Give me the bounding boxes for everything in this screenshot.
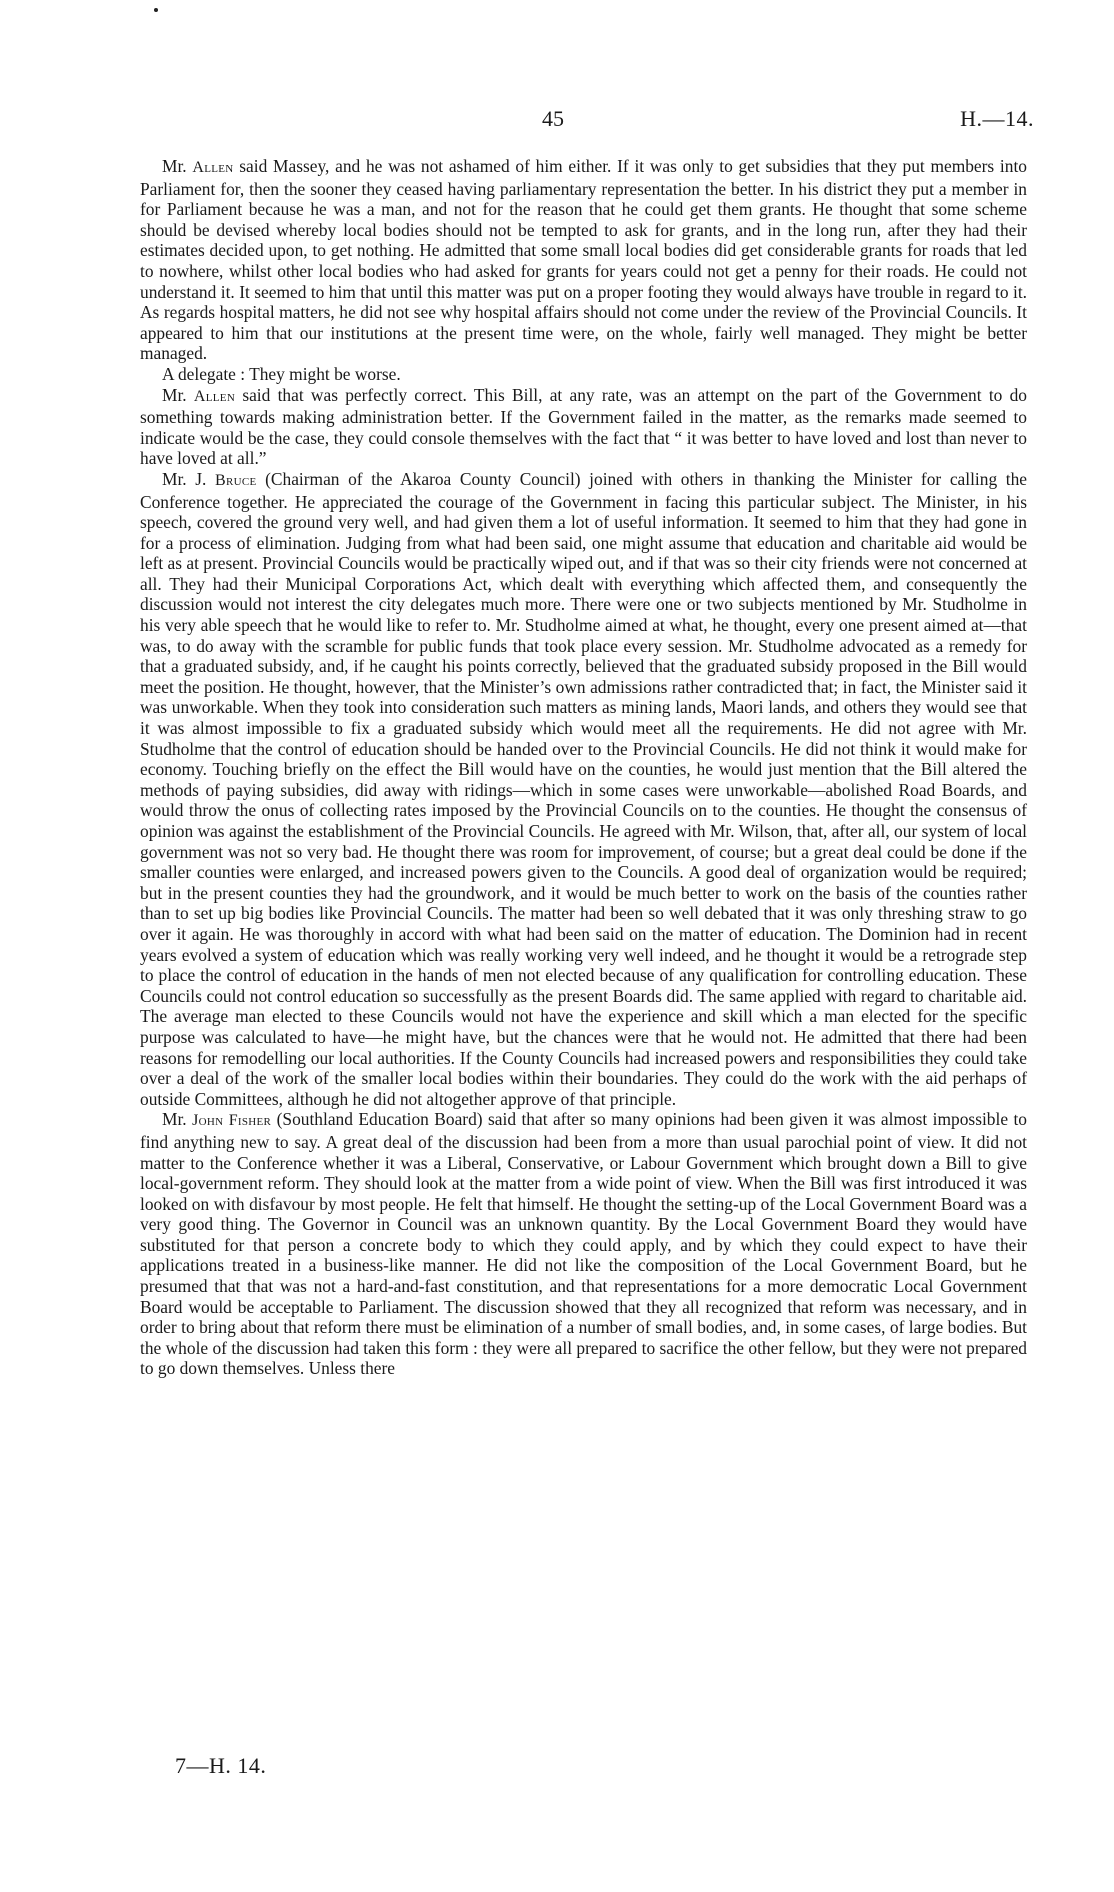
stray-mark (154, 8, 158, 12)
paragraph (140, 1109, 1027, 1379)
paragraph (140, 385, 1027, 469)
speaker-prefix: Mr. (162, 156, 193, 176)
paragraph-text: A delegate : They might be worse. (162, 363, 401, 384)
paragraph (140, 156, 1027, 364)
speaker-prefix: Mr. (162, 384, 194, 405)
paragraph-text: (Chairman of the Akaroa County Council) joined with others in thanking the Minister for calling the Conference together. He appreciated the courage of the Government in facing this particular subject. The Minister, in his speech, covered the ground very well, and had given them a lot of useful information. It seemed to him that they had gone in for a process of elimination. Judging from what had been said, one might assume that education and charitable aid would be left as at present. Provincial Councils would be practically wiped out, and if that was so their city friends were not concerned at all. They had their Municipal Corporations Act, which dealt with everything which affected them, and consequently the discussion would not interest the city delegates much more. There were one or two subjects mentioned by Mr. Studholme in his very able speech that he would like to refer to. Mr. Studholme aimed at what, he thought, every one present aimed at—that was, to do away with the scramble for public funds that took place every session. Mr. Studholme advocated as a remedy for that a graduated subsidy, and, if he caught his points correctly, believed that the graduated subsidy proposed in the Bill would meet the position. He thought, however, that the Minister’s own admissions rather contradicted that; in fact, the Minister said it was unworkable. When they took into consideration such matters as mining lands, Maori lands, and others they would see that it was almost impossible to fix a graduated subsidy which would meet all the requirements. He did not agree with Mr. Studholme that the control of education should be handed over to the Provincial Councils. He did not think it would make for economy. Touching briefly on the effect the Bill would have on the counties, he would just mention that the Bill altered the methods of paying subsidies, did away with ridings—which in some cases were unworkable—abolished Road Boards, and would throw the onus of collecting rates imposed by the Provincial Councils on to the counties. He thought the consensus of opinion was against the establishment of the Provincial Councils. He agreed with Mr. Wilson, that, after all, our system of local government was not so very bad. He thought there was room for improvement, of course; but a great deal could be done if the smaller counties were enlarged, and increased powers given to the Councils. A good deal of organization would be required; but in the present counties they had the groundwork, and it would be much better to work on the basis of the counties rather than to set up big bodies like Provincial Councils. The matter had been so well debated that it was only threshing straw to go over it again. He was thoroughly in accord with what had been said on the matter of education. The Dominion had in recent years evolved a system of education which was really working very well indeed, and he thought it would be a retrograde step to place the control of education in the hands of men not elected because of any qualification for controlling education. These Councils could not control education so successfully as the present Boards did. The same applied with regard to charitable aid. The average man elected to these Councils would not have the experience and skill which a man elected for the specific purpose was calculated to have—he might have, but the chances were that he would not. He admitted that there had been reasons for remodelling our local authorities. If the County Councils had increased powers and responsibilities they could take over a deal of the work of the smaller local bodies within their boundaries. They could do the work with the aid perhaps of outside Committees, although he did not altogether approve of that principle. (140, 468, 1027, 1109)
document-reference: H.—14. (960, 106, 1034, 131)
body-text (140, 156, 1027, 1379)
speaker-prefix: Mr. (162, 1109, 193, 1130)
speaker-name: John Fisher (192, 1112, 272, 1130)
speaker-name: Allen (193, 387, 236, 405)
paragraph-text: said Massey, and he was not ashamed of him either. If it was only to get subsidies that they put members into Parliament for, then the sooner they ceased having parliamentary representation the better. In his district they put a member in for Parliament because he was a man, and not for the reason that he could get them grants. He thought that some scheme should be devised whereby local bodies should not be tempted to ask for grants, and in the long run, after they had their estimates decided upon, to get nothing. He admitted that some small local bodies did get considerable grants for roads that led to nowhere, whilst other local bodies who had asked for grants for years could not get a penny for their roads. He could not understand it. It seemed to him that until this matter was put on a proper footing they would always have trouble in regard to it. As regards hospital matters, he did not see why hospital affairs should not come under the review of the Provincial Councils. It appeared to him that our institutions at the present time were, on the whole, fairly well managed. They might be better managed. (140, 156, 1027, 364)
speaker-prefix: Mr. J. (162, 468, 215, 489)
paragraph-text: (Southland Education Board) said that after so many opinions had been given it was almost impossible to find anything new to say. A great deal of the discussion had been from a more than usual parochial point of view. It did not matter to the Conference whether it was a Liberal, Conservative, or Labour Government which brought down a Bill to give local-government reform. They should look at the matter from a wide point of view. When the Bill was first introduced it was looked on with disfavour by most people. He felt that himself. He thought the setting-up of the Local Government Board was a very good thing. The Governor in Council was an unknown quantity. By the Local Government Board they would have substituted for that person a concrete body to which they could apply, and by which they could expect to have their applications treated in a business-like manner. He did not like the composition of the Local Government Board, but he presumed that that was not a hard-and-fast constitution, and that representations for a more democratic Local Government Board would be acceptable to Parliament. The discussion showed that they all recognized that reform was necessary, and in order to bring about that reform there must be elimination of a number of small bodies, and, in some cases, of large bodies. But the whole of the discussion had taken this form : they were all prepared to sacrifice the other fellow, but they were not prepared to go down themselves. Unless there (140, 1109, 1027, 1379)
paragraph (140, 469, 1027, 1109)
speaker-name: Bruce (214, 471, 257, 489)
speaker-name: Allen (192, 159, 234, 176)
paragraph (140, 364, 1027, 385)
printer-signature: 7—H. 14. (175, 1753, 267, 1778)
paragraph-text: said that was perfectly correct. This Bill, at any rate, was an attempt on the part of the Government to do something towards making administration better. If the Government failed in the matter, as the remarks made seemed to indicate would be the case, they could console themselves with the fact that “ it was better to have loved and lost than never to have loved at all.” (140, 384, 1027, 469)
page-number: 45 (542, 106, 564, 131)
